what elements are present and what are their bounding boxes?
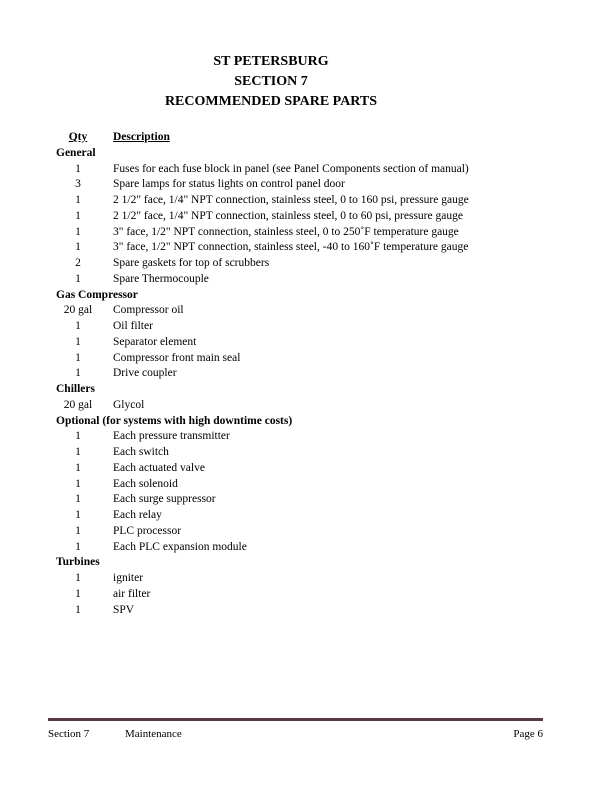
description-cell: Spare gaskets for top of scrubbers [113,257,270,269]
qty-cell: 1 [75,351,81,364]
section-heading: Chillers [56,383,95,395]
qty-cell: 1 [75,540,81,553]
table-row [48,492,548,508]
qty-cell: 1 [75,272,81,285]
table-row [48,445,548,461]
section-heading: Gas Compressor [56,288,138,301]
title-line-2: SECTION 7 [234,74,308,89]
description-cell: 3" face, 1/2" NPT connection, stainless steel, 0 to 250˚F temperature gauge [113,225,459,238]
table-row [48,429,548,445]
table-row [48,603,548,619]
description-column-header: Description [113,131,170,143]
qty-cell: 1 [75,194,81,206]
qty-cell: 1 [75,587,81,600]
description-cell: Drive coupler [113,367,177,380]
description-cell: Compressor oil [113,304,184,317]
table-row [48,225,548,241]
table-row [48,398,548,414]
table-row [48,209,548,225]
page-footer [48,727,543,741]
table-row [48,351,548,367]
description-cell: Each surge suppressor [113,493,216,506]
qty-cell: 1 [75,477,81,490]
description-cell: SPV [113,603,135,616]
description-cell: Oil filter [113,320,153,332]
qty-cell: 1 [75,446,81,458]
title-line-3: RECOMMENDED SPARE PARTS [164,94,378,109]
qty-cell: 20 gal [63,398,93,411]
table-row [48,319,548,335]
qty-cell: 1 [75,241,81,254]
table-row [48,272,548,288]
description-cell: 2 1/2" face, 1/4" NPT connection, stainless steel, 0 to 60 psi, pressure gauge [113,209,463,222]
table-row [48,193,548,209]
table-row [48,366,548,382]
qty-column-header: Qty [68,131,88,143]
title-line-1: ST PETERSBURG [213,54,329,69]
description-cell: 2 1/2" face, 1/4" NPT connection, stainless steel, 0 to 160 psi, pressure gauge [113,194,469,206]
description-cell: Separator element [113,335,197,348]
qty-cell: 1 [75,461,81,474]
table-row [48,477,548,493]
qty-cell: 1 [75,162,81,175]
table-row [48,303,548,319]
qty-cell: 1 [75,209,81,222]
table-row [48,240,548,256]
description-cell: Each solenoid [113,477,178,490]
table-row [48,571,548,587]
table-row [48,524,548,540]
parts-list [48,146,548,619]
qty-cell: 1 [75,335,81,348]
qty-cell: 1 [75,225,81,238]
description-cell: 3" face, 1/2" NPT connection, stainless steel, -40 to 160˚F temperature gauge [113,241,469,254]
footer-section-title: Maintenance [125,728,182,740]
description-cell: igniter [113,572,144,584]
qty-cell: 1 [75,572,81,584]
qty-cell: 1 [75,509,81,521]
description-cell: Compressor front main seal [113,351,241,364]
table-row [48,587,548,603]
qty-cell: 1 [75,603,81,616]
description-cell: Each actuated valve [113,461,205,474]
footer-section-number: Section 7 [48,728,90,740]
qty-cell: 1 [75,493,81,506]
table-header-row [48,130,548,146]
footer-rule [48,718,543,721]
qty-cell: 1 [75,367,81,380]
description-cell: Each PLC expansion module [113,540,247,553]
description-cell: Glycol [113,398,145,411]
section-heading: Turbines [56,556,100,569]
description-cell: Spare lamps for status lights on control panel door [113,178,345,191]
description-cell: Each switch [113,446,169,458]
table-row [48,508,548,524]
description-cell: Fuses for each fuse block in panel (see Panel Components section of manual) [113,162,469,175]
qty-cell: 3 [75,178,81,191]
qty-cell: 1 [75,524,81,537]
spare-parts-table [48,130,548,618]
table-row [48,177,548,193]
description-cell: PLC processor [113,524,182,537]
qty-cell: 1 [75,320,81,332]
description-cell: air filter [113,587,151,600]
table-row [48,256,548,272]
qty-cell: 20 gal [63,304,93,317]
table-row [48,335,548,351]
qty-cell: 1 [75,430,81,443]
section-heading: Optional (for systems with high downtime costs) [56,414,293,427]
footer-page-number: Page 6 [513,728,543,740]
table-row [48,162,548,178]
table-row [48,461,548,477]
section-heading: General [56,146,96,159]
table-row [48,540,548,556]
description-cell: Each relay [113,509,162,521]
qty-cell: 2 [75,257,81,269]
description-cell: Each pressure transmitter [113,430,230,443]
description-cell: Spare Thermocouple [113,272,209,285]
page-title [48,52,494,112]
